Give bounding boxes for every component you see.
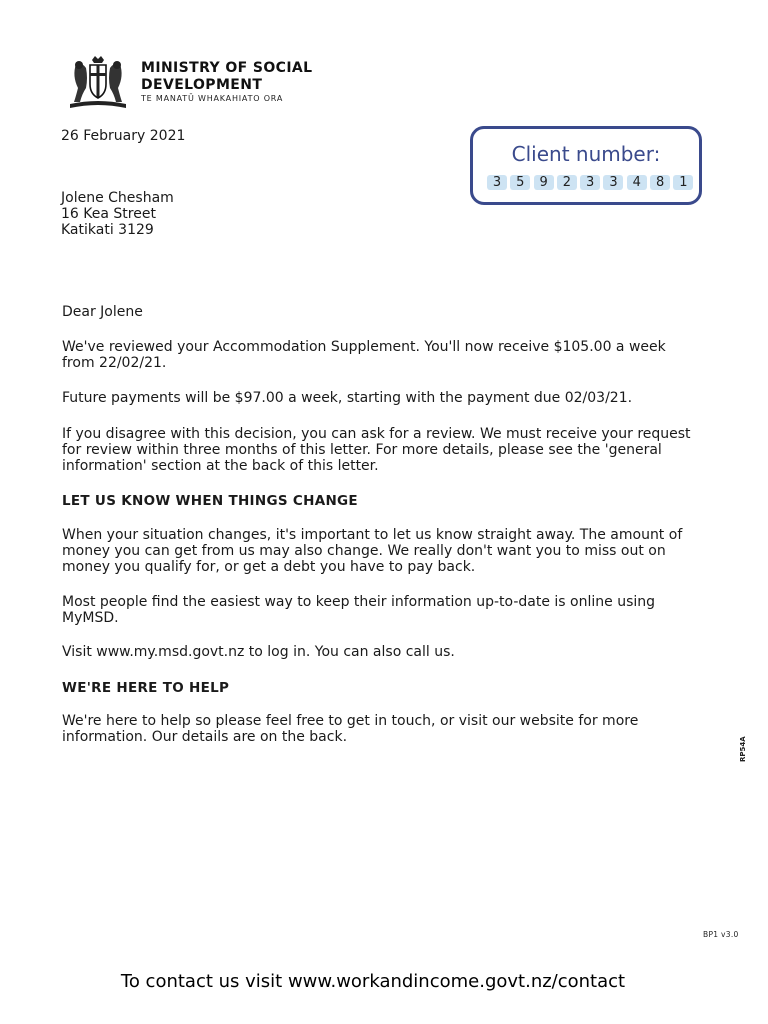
paragraph-line: We're here to help so please feel free to get in touch, or visit our website for more <box>62 713 639 729</box>
paragraph-situation-changes <box>62 527 722 575</box>
client-digit: 9 <box>534 175 554 190</box>
client-number-digits <box>487 175 697 190</box>
paragraph-review <box>62 339 722 371</box>
client-number-label: Client number: <box>511 142 661 166</box>
client-digit: 4 <box>627 175 647 190</box>
letter-date: 26 February 2021 <box>61 128 186 144</box>
paragraph-line: Most people find the easiest way to keep their information up-to-date is online using <box>62 594 656 610</box>
client-digit: 3 <box>487 175 507 190</box>
client-digit: 5 <box>510 175 530 190</box>
paragraph-help <box>62 713 722 745</box>
paragraph-line: information. Our details are on the back. <box>62 729 348 745</box>
heading-here-to-help: WE'RE HERE TO HELP <box>62 680 230 696</box>
paragraph-line: If you disagree with this decision, you can ask for a review. We must receive your request <box>62 426 691 442</box>
client-digit: 8 <box>650 175 670 190</box>
paragraph-line: When your situation changes, it's important to let us know straight away. The amount of <box>62 527 683 543</box>
org-name-line2: DEVELOPMENT <box>141 77 263 93</box>
paragraph-future-payments <box>62 390 722 406</box>
margin-code: RP54A <box>739 736 747 762</box>
paragraph-line: MyMSD. <box>62 610 119 626</box>
client-number-box <box>470 126 702 205</box>
paragraph-mymsd <box>62 594 722 626</box>
nz-coat-of-arms-icon <box>66 54 130 110</box>
paragraph-disagree <box>62 426 722 474</box>
paragraph-line: information' section at the back of this letter. <box>62 458 379 474</box>
paragraph-line: Visit www.my.msd.govt.nz to log in. You can also call us. <box>62 644 455 660</box>
paragraph-visit <box>62 644 722 660</box>
client-digit: 2 <box>557 175 577 190</box>
address-line: Jolene Chesham <box>61 190 174 206</box>
footer-contact: To contact us visit www.workandincome.govt.nz/contact <box>120 971 626 992</box>
paragraph-line: money you can get from us may also change. We really don't want you to miss out on <box>62 543 666 559</box>
salutation: Dear Jolene <box>62 304 143 320</box>
address-line: 16 Kea Street <box>61 206 156 222</box>
org-maori-name: TE MANATŪ WHAKAHIATO ORA <box>141 94 284 103</box>
paragraph-line: Future payments will be $97.00 a week, starting with the payment due 02/03/21. <box>62 390 633 406</box>
paragraph-line: for review within three months of this letter. For more details, please see the 'general <box>62 442 662 458</box>
paragraph-line: We've reviewed your Accommodation Supplement. You'll now receive $105.00 a week <box>62 339 666 355</box>
version-code: BP1 v3.0 <box>703 930 739 939</box>
client-digit: 3 <box>603 175 623 190</box>
paragraph-line: from 22/02/21. <box>62 355 167 371</box>
client-digit: 1 <box>673 175 693 190</box>
recipient-address <box>61 190 174 238</box>
paragraph-line: money you qualify for, or get a debt you have to pay back. <box>62 559 476 575</box>
heading-let-us-know: LET US KNOW WHEN THINGS CHANGE <box>62 493 358 509</box>
org-name-line1: MINISTRY OF SOCIAL <box>141 60 313 76</box>
address-line: Katikati 3129 <box>61 222 154 238</box>
client-digit: 3 <box>580 175 600 190</box>
